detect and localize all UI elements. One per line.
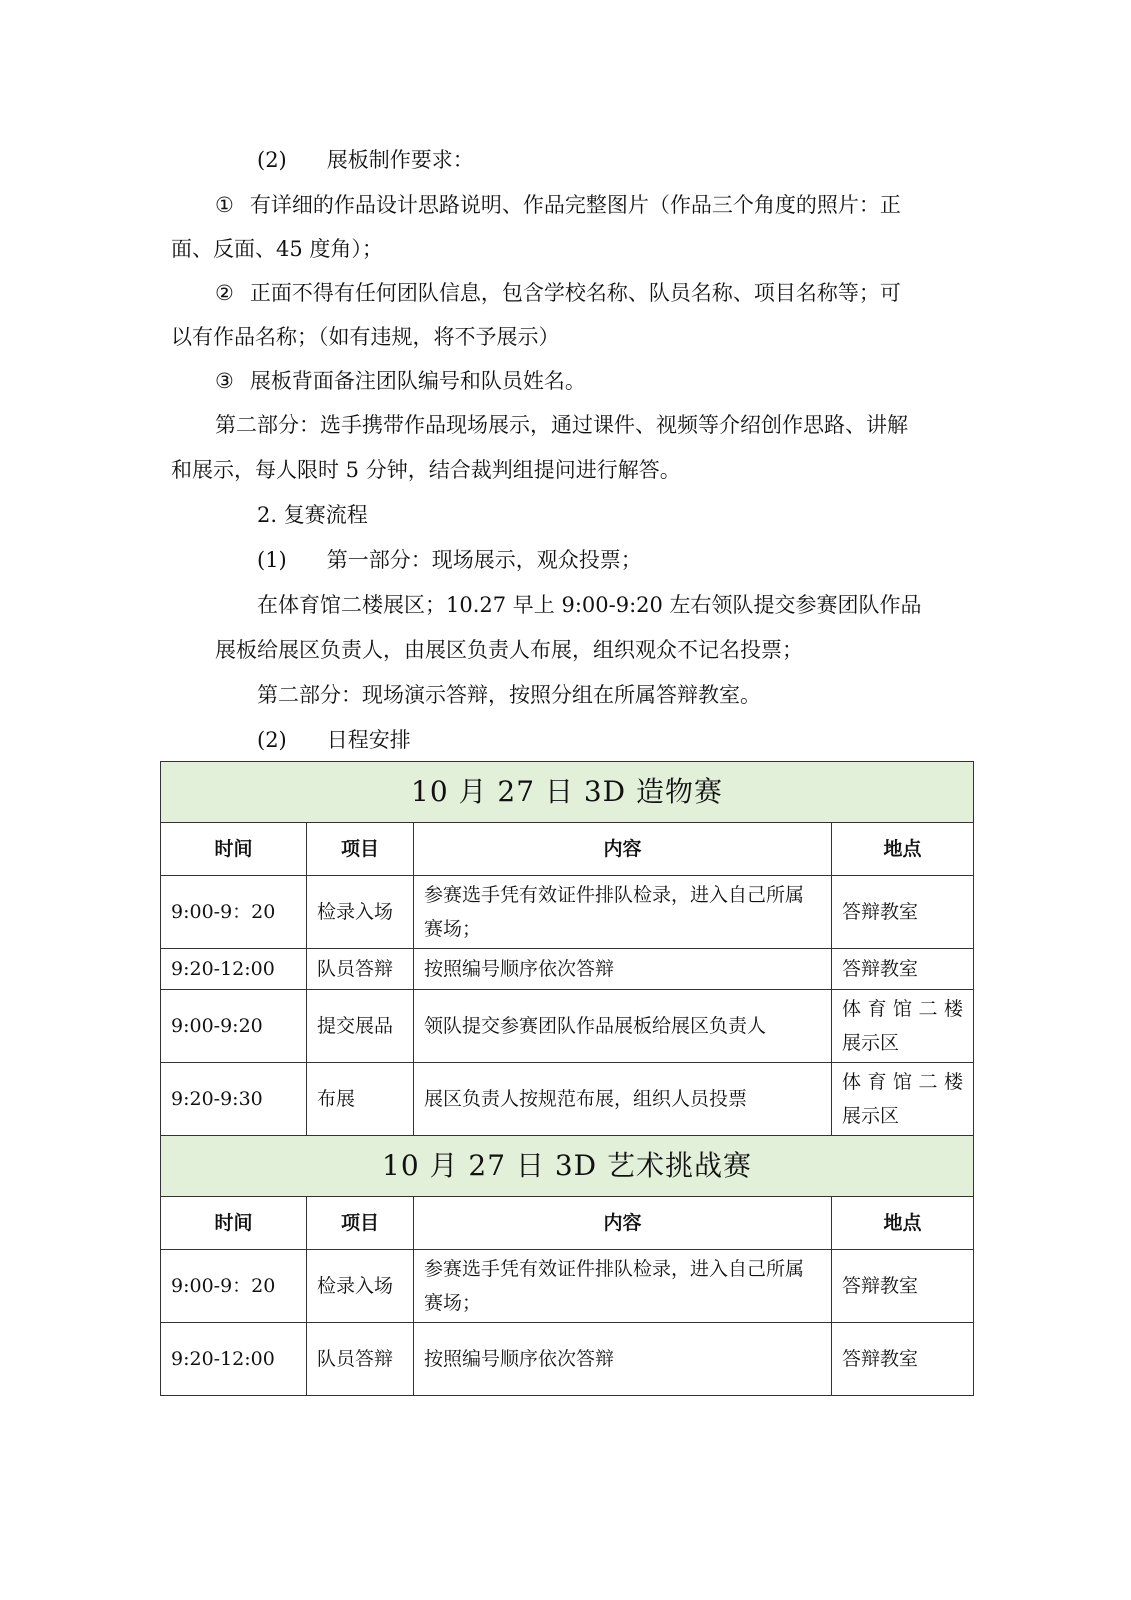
place-line: 体育馆二楼 — [842, 1071, 964, 1093]
cell-place: 答辩教室 — [832, 1250, 974, 1323]
cell-content: 按照编号顺序依次答辩 — [414, 1323, 832, 1396]
table-row — [161, 949, 974, 990]
requirement-item-2-continued: 以有作品名称；（如有违规，将不予展示） — [171, 325, 560, 349]
paragraph-text: 有详细的作品设计思路说明、作品完整图片（作品三个角度的照片：正 — [249, 193, 901, 217]
paragraph-part-one — [257, 545, 642, 575]
paragraph-part-two: 第二部分：选手携带作品现场展示，通过课件、视频等介绍创作思路、讲解 — [215, 413, 908, 437]
cell-item: 布展 — [307, 1063, 414, 1136]
table-row — [161, 990, 974, 1063]
cell-place — [832, 1063, 974, 1136]
cell-time: 9:20-12:00 — [161, 1323, 307, 1396]
header-time: 时间 — [161, 823, 307, 876]
cell-place — [832, 990, 974, 1063]
header-time: 时间 — [161, 1197, 307, 1250]
cell-item: 队员答辩 — [307, 1323, 414, 1396]
header-item: 项目 — [307, 1197, 414, 1250]
list-number: ② — [215, 281, 234, 305]
cell-item: 检录入场 — [307, 876, 414, 949]
section-title-3d-art: 10 月 27 日 3D 艺术挑战赛 — [161, 1136, 974, 1197]
cell-item: 提交展品 — [307, 990, 414, 1063]
list-number: ③ — [215, 369, 234, 393]
header-content: 内容 — [414, 1197, 832, 1250]
cell-time: 9:20-9:30 — [161, 1063, 307, 1136]
table-section-banner — [161, 762, 974, 823]
paragraph-schedule-heading — [257, 725, 411, 755]
paragraph-text: 正面不得有任何团队信息，包含学校名称、队员名称、项目名称等；可 — [249, 281, 901, 305]
requirement-item-1-continued: 面、反面、45 度角）； — [171, 237, 383, 261]
paragraph-venue: 在体育馆二楼展区；10.27 早上 9:00-9:20 左右领队提交参赛团队作品 — [257, 593, 922, 617]
paragraph-text: 日程安排 — [326, 728, 411, 752]
cell-content: 按照编号顺序依次答辩 — [414, 949, 832, 990]
schedule-table — [160, 761, 974, 1396]
paragraph-text: 展板背面备注团队编号和队员姓名。 — [249, 369, 586, 393]
cell-time: 9:00-9:20 — [161, 990, 307, 1063]
paragraph-venue-continued: 展板给展区负责人，由展区负责人布展，组织观众不记名投票； — [215, 638, 803, 662]
header-content: 内容 — [414, 823, 832, 876]
list-number: ① — [215, 193, 234, 217]
cell-content: 领队提交参赛团队作品展板给展区负责人 — [414, 990, 832, 1063]
place-line: 展示区 — [842, 1105, 900, 1127]
cell-time: 9:00-9：20 — [161, 876, 307, 949]
header-place: 地点 — [832, 823, 974, 876]
cell-item: 队员答辩 — [307, 949, 414, 990]
list-number: (2) — [257, 728, 287, 752]
place-line: 展示区 — [842, 1032, 900, 1054]
place-line: 体育馆二楼 — [842, 998, 964, 1020]
paragraph-text: 展板制作要求： — [326, 148, 474, 172]
table-header-row — [161, 823, 974, 876]
paragraph-text: 第一部分：现场展示，观众投票； — [326, 548, 642, 572]
requirement-item-1 — [215, 190, 901, 220]
list-number: (1) — [257, 548, 287, 572]
requirement-item-2 — [215, 278, 901, 308]
cell-place: 答辩教室 — [832, 949, 974, 990]
list-number: (2) — [257, 148, 287, 172]
requirement-item-3 — [215, 366, 586, 396]
table-section-banner — [161, 1136, 974, 1197]
cell-time: 9:20-12:00 — [161, 949, 307, 990]
table-row — [161, 1063, 974, 1136]
paragraph-display-board-heading — [257, 145, 474, 175]
table-row — [161, 1323, 974, 1396]
cell-time: 9:00-9：20 — [161, 1250, 307, 1323]
section-heading-final-process: 2. 复赛流程 — [257, 503, 368, 527]
cell-content: 参赛选手凭有效证件排队检录，进入自己所属赛场； — [414, 876, 832, 949]
table-row — [161, 876, 974, 949]
section-title-3d-making: 10 月 27 日 3D 造物赛 — [161, 762, 974, 823]
paragraph-part-two-continued: 和展示，每人限时 5 分钟，结合裁判组提问进行解答。 — [171, 458, 681, 482]
paragraph-part-two-defense: 第二部分：现场演示答辩，按照分组在所属答辩教室。 — [257, 683, 761, 707]
cell-content: 参赛选手凭有效证件排队检录，进入自己所属赛场； — [414, 1250, 832, 1323]
cell-place: 答辩教室 — [832, 1323, 974, 1396]
table-row — [161, 1250, 974, 1323]
cell-place: 答辩教室 — [832, 876, 974, 949]
cell-item: 检录入场 — [307, 1250, 414, 1323]
table-header-row — [161, 1197, 974, 1250]
header-item: 项目 — [307, 823, 414, 876]
header-place: 地点 — [832, 1197, 974, 1250]
cell-content: 展区负责人按规范布展，组织人员投票 — [414, 1063, 832, 1136]
